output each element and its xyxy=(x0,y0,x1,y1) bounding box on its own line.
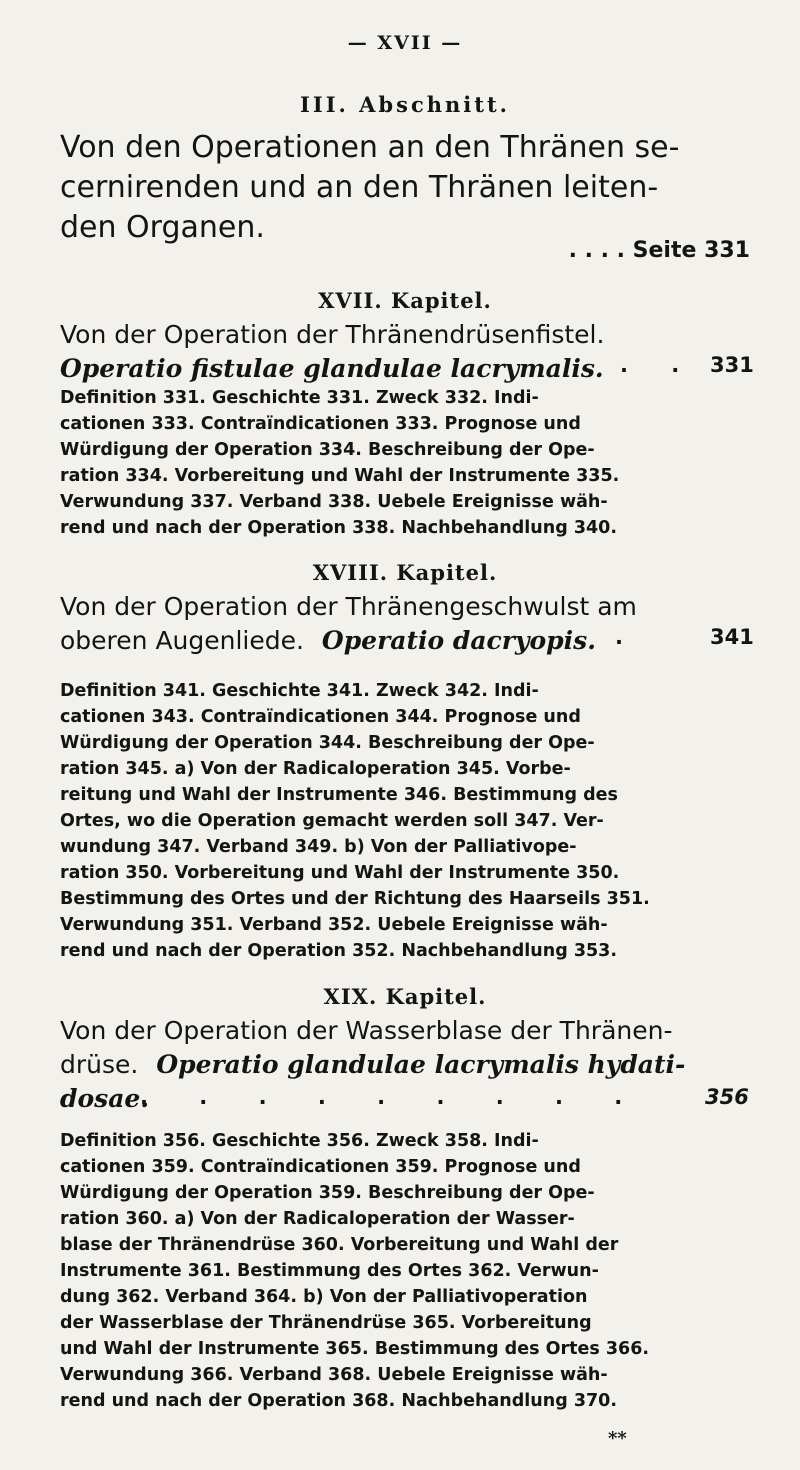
chapter-17-page-ref: 331 xyxy=(710,353,754,377)
chapter-18-heading xyxy=(60,590,740,658)
contents-line: blase der Thränendrüse 360. Vorbereitung und Wahl der xyxy=(60,1235,619,1255)
chapter-19-page-ref: 356 xyxy=(705,1085,749,1109)
section-title: III. Abschnitt. xyxy=(300,92,510,117)
contents-line: Ortes, wo die Operation gemacht werden soll 347. Ver- xyxy=(60,811,604,831)
contents-line: Definition 331. Geschichte 331. Zweck 332. Indi- xyxy=(60,388,539,408)
section-heading xyxy=(60,128,720,248)
contents-line: rend und nach der Operation 338. Nachbehandlung 340. xyxy=(60,518,617,538)
chapter-17-contents xyxy=(60,385,750,541)
contents-line: ration 350. Vorbereitung und Wahl der Instrumente 350. xyxy=(60,863,620,883)
contents-line: Würdigung der Operation 344. Beschreibung der Ope- xyxy=(60,733,595,753)
chapter-19-contents xyxy=(60,1128,750,1414)
chapter-17-latin: Operatio fistulae glandulae lacrymalis. xyxy=(60,354,604,383)
contents-line: und Wahl der Instrumente 365. Bestimmung des Ortes 366. xyxy=(60,1339,650,1359)
chapter-18-title: XVIII. Kapitel. xyxy=(312,560,498,585)
contents-line: Verwundung 366. Verband 368. Uebele Ereignisse wäh- xyxy=(60,1365,608,1385)
chapter-19-heading-line: drüse. Operatio glandulae lacrymalis hydati- xyxy=(60,1050,686,1079)
chapter-18-heading-line: oberen Augenliede. Operatio dacryopis. xyxy=(60,626,596,655)
chapter-19-heading-line: Von der Operation der Wasserblase der Thränen- xyxy=(60,1016,673,1045)
section-heading-line: cernirenden und an den Thränen leiten- xyxy=(60,170,659,205)
contents-line: ration 360. a) Von der Radicaloperation der Wasser- xyxy=(60,1209,575,1229)
chapter-18-heading-line: Von der Operation der Thränengeschwulst am xyxy=(60,592,637,621)
contents-line: ration 334. Vorbereitung und Wahl der Instrumente 335. xyxy=(60,466,620,486)
contents-line: cationen 333. Contraïndicationen 333. Prognose und xyxy=(60,414,581,434)
contents-line: rend und nach der Operation 368. Nachbehandlung 370. xyxy=(60,1391,617,1411)
chapter-18-dots: . xyxy=(615,625,623,649)
contents-line: Verwundung 351. Verband 352. Uebele Ereignisse wäh- xyxy=(60,915,608,935)
contents-line: dung 362. Verband 364. b) Von der Palliativoperation xyxy=(60,1287,588,1307)
contents-line: wundung 347. Verband 349. b) Von der Palliativope- xyxy=(60,837,577,857)
contents-line: cationen 359. Contraïndicationen 359. Prognose und xyxy=(60,1157,581,1177)
chapter-19-latin-cont: dosae. xyxy=(60,1084,150,1113)
contents-line: Würdigung der Operation 334. Beschreibung der Ope- xyxy=(60,440,595,460)
signature-mark: ** xyxy=(608,1428,627,1449)
section-page-ref: . . . . Seite 331 xyxy=(568,238,750,263)
contents-line: reitung und Wahl der Instrumente 346. Bestimmung des xyxy=(60,785,618,805)
chapter-19-latin: Operatio glandulae lacrymalis hydati- xyxy=(156,1050,686,1079)
contents-line: der Wasserblase der Thränendrüse 365. Vorbereitung xyxy=(60,1313,592,1333)
chapter-17-title: XVII. Kapitel. xyxy=(318,288,492,313)
chapter-17-dots: . . xyxy=(620,353,698,377)
contents-line: ration 345. a) Von der Radicaloperation 345. Vorbe- xyxy=(60,759,571,779)
section-heading-line: Von den Operationen an den Thränen se- xyxy=(60,130,680,165)
contents-line: Bestimmung des Ortes und der Richtung des Haarseils 351. xyxy=(60,889,650,909)
contents-line: rend und nach der Operation 352. Nachbehandlung 353. xyxy=(60,941,617,961)
contents-line: Definition 356. Geschichte 356. Zweck 358. Indi- xyxy=(60,1131,539,1151)
contents-line: Würdigung der Operation 359. Beschreibung der Ope- xyxy=(60,1183,595,1203)
section-heading-line: den Organen. xyxy=(60,210,265,245)
contents-line: cationen 343. Contraïndicationen 344. Prognose und xyxy=(60,707,581,727)
page-header: — XVII — xyxy=(347,32,463,54)
contents-line: Verwundung 337. Verband 338. Uebele Ereignisse wäh- xyxy=(60,492,608,512)
chapter-19-dots: . . . . . . . . . xyxy=(140,1085,645,1109)
chapter-18-page-ref: 341 xyxy=(710,625,754,649)
chapter-19-title: XIX. Kapitel. xyxy=(323,984,487,1009)
contents-line: Definition 341. Geschichte 341. Zweck 342. Indi- xyxy=(60,681,539,701)
contents-line: Instrumente 361. Bestimmung des Ortes 362. Verwun- xyxy=(60,1261,599,1281)
chapter-18-latin: Operatio dacryopis. xyxy=(321,626,596,655)
chapter-17-heading-line: Von der Operation der Thränendrüsenfistel. xyxy=(60,320,605,349)
chapter-18-contents xyxy=(60,678,750,964)
